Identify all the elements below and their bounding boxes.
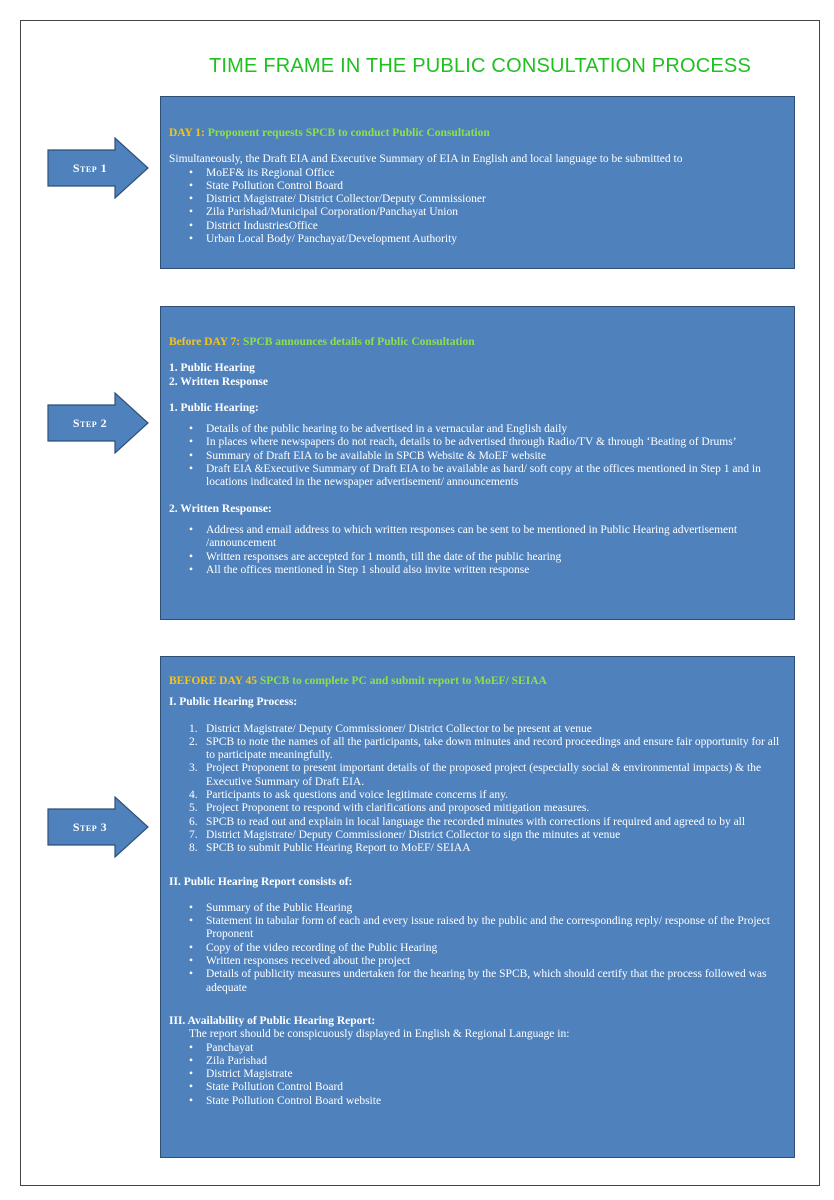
list-item (189, 789, 786, 802)
public-hearing-list (169, 423, 786, 489)
list-item (189, 816, 786, 829)
list-item: • Written responses are accepted for 1 month, till the date of the public hearing (189, 551, 786, 564)
list-item (189, 736, 786, 763)
hearing-report-list (169, 902, 786, 995)
step-2-box (160, 306, 795, 620)
item-text: Participants to ask questions and voice legitimate concerns if any. (206, 789, 509, 802)
list-item: • District IndustriesOffice (189, 220, 786, 233)
list-item: • Copy of the video recording of the Public Hearing (189, 942, 786, 955)
mode-public-hearing: 1. Public Hearing (169, 362, 255, 375)
item-text: Project Proponent to present important details of the proposed project (especially social & environmental impacts) & the Executive Summary of Draft EIA. (206, 762, 762, 788)
item-text: SPCB to submit Public Hearing Report to MoEF/ SEIAA (206, 842, 471, 855)
step-1-arrow (47, 137, 149, 199)
item-number: 8. (189, 842, 198, 855)
step-3-heading (169, 675, 786, 688)
page-title: TIME FRAME IN THE PUBLIC CONSULTATION PROCESS (208, 55, 752, 77)
report-availability-title: III. Availability of Public Hearing Report: (169, 1014, 376, 1027)
item-text: SPCB to read out and explain in local language the recorded minutes with corrections if required and agreed to by all (206, 815, 746, 828)
list-item: • State Pollution Control Board (189, 1081, 786, 1094)
list-item (189, 723, 786, 736)
step-3-box (160, 656, 795, 1158)
list-item: • Details of the public hearing to be advertised in a vernacular and English daily (189, 423, 786, 436)
hearing-process-list (169, 723, 786, 856)
list-item: • State Pollution Control Board (189, 180, 786, 193)
list-item: • Written responses received about the project (189, 955, 786, 968)
step-1-heading-text: Proponent requests SPCB to conduct Public Consultation (204, 127, 490, 139)
list-item: • All the offices mentioned in Step 1 should also invite written response (189, 564, 786, 577)
item-number: 3. (189, 762, 198, 775)
report-availability-list (169, 1042, 786, 1108)
step-1-box (160, 96, 795, 269)
list-item: • Summary of Draft EIA to be available in SPCB Website & MoEF website (189, 450, 786, 463)
written-response-list (169, 524, 786, 577)
hearing-process-title: I. Public Hearing Process: (169, 696, 298, 709)
item-number: 2. (189, 735, 198, 748)
list-item (189, 802, 786, 815)
step-1-heading (169, 127, 786, 140)
mode-written-response: 2. Written Response (169, 375, 268, 388)
step-1-intro: Simultaneously, the Draft EIA and Executive Summary of EIA in English and local language to be submitted to (169, 153, 683, 166)
list-item: • State Pollution Control Board website (189, 1095, 786, 1108)
list-item (189, 829, 786, 842)
list-item: • District Magistrate/ District Collector/Deputy Commissioner (189, 193, 786, 206)
list-item: • Urban Local Body/ Panchayat/Development Authority (189, 233, 786, 246)
list-item: • Summary of the Public Hearing (189, 902, 786, 915)
item-number: 7. (189, 828, 198, 841)
written-response-title: 2. Written Response: (169, 502, 272, 515)
step-1-office-list (169, 167, 786, 247)
step-1-day: DAY 1: (169, 127, 205, 139)
item-text: District Magistrate/ Deputy Commissioner/ District Collector to sign the minutes at venue (206, 828, 621, 841)
step-3-day: BEFORE DAY 45 (169, 675, 257, 687)
step-2-day-prefix: Before (169, 336, 205, 348)
public-hearing-title: 1. Public Hearing: (169, 401, 259, 414)
step-2-arrow (47, 392, 149, 454)
list-item (189, 762, 786, 789)
step-2-label: Step 2 (72, 415, 108, 430)
item-number: 4. (189, 789, 198, 802)
item-number: 6. (189, 815, 198, 828)
list-item: • Draft EIA &Executive Summary of Draft EIA to be available as hard/ soft copy at the offices mentioned in Step 1 and in locations indicated in the newspaper advertisement/ announcements (189, 463, 786, 490)
item-text: District Magistrate/ Deputy Commissioner/ District Collector to be present at venue (206, 722, 592, 735)
step-1-label: Step 1 (72, 160, 108, 175)
step-2-heading-text: SPCB announces details of Public Consultation (240, 336, 475, 348)
list-item: • Panchayat (189, 1042, 786, 1055)
step-3-label: Step 3 (72, 819, 108, 834)
list-item: • District Magistrate (189, 1068, 786, 1081)
hearing-report-title: II. Public Hearing Report consists of: (169, 875, 353, 888)
list-item: • Details of publicity measures undertaken for the hearing by the SPCB, which should certify that the process followed was adequate (189, 968, 786, 995)
list-item: • In places where newspapers do not reach, details to be advertised through Radio/TV & through ‘Beating of Drums’ (189, 436, 786, 449)
step-3-arrow (47, 796, 149, 858)
item-text: SPCB to note the names of all the participants, take down minutes and record proceedings and ensure fair opportunity for all to participate meaningfully. (206, 735, 780, 762)
item-text: Project Proponent to respond with clarifications and proposed mitigation measures. (206, 802, 590, 815)
list-item: • Statement in tabular form of each and every issue raised by the public and the corresponding reply/ response of the Project Proponent (189, 915, 786, 942)
step-2-day: DAY 7: (204, 336, 241, 348)
report-availability-intro: The report should be conspicuously displayed in English & Regional Language in: (189, 1028, 570, 1041)
list-item: • Zila Parishad/Municipal Corporation/Panchayat Union (189, 206, 786, 219)
step-2-heading (169, 336, 786, 349)
list-item: • Zila Parishad (189, 1055, 786, 1068)
list-item: • MoEF& its Regional Office (189, 167, 786, 180)
item-number: 1. (189, 722, 198, 735)
list-item (189, 842, 786, 855)
step-3-heading-text: SPCB to complete PC and submit report to MoEF/ SEIAA (256, 675, 547, 687)
list-item: • Address and email address to which written responses can be sent to be mentioned in Public Hearing advertisement /announcement (189, 524, 786, 551)
item-number: 5. (189, 802, 198, 815)
